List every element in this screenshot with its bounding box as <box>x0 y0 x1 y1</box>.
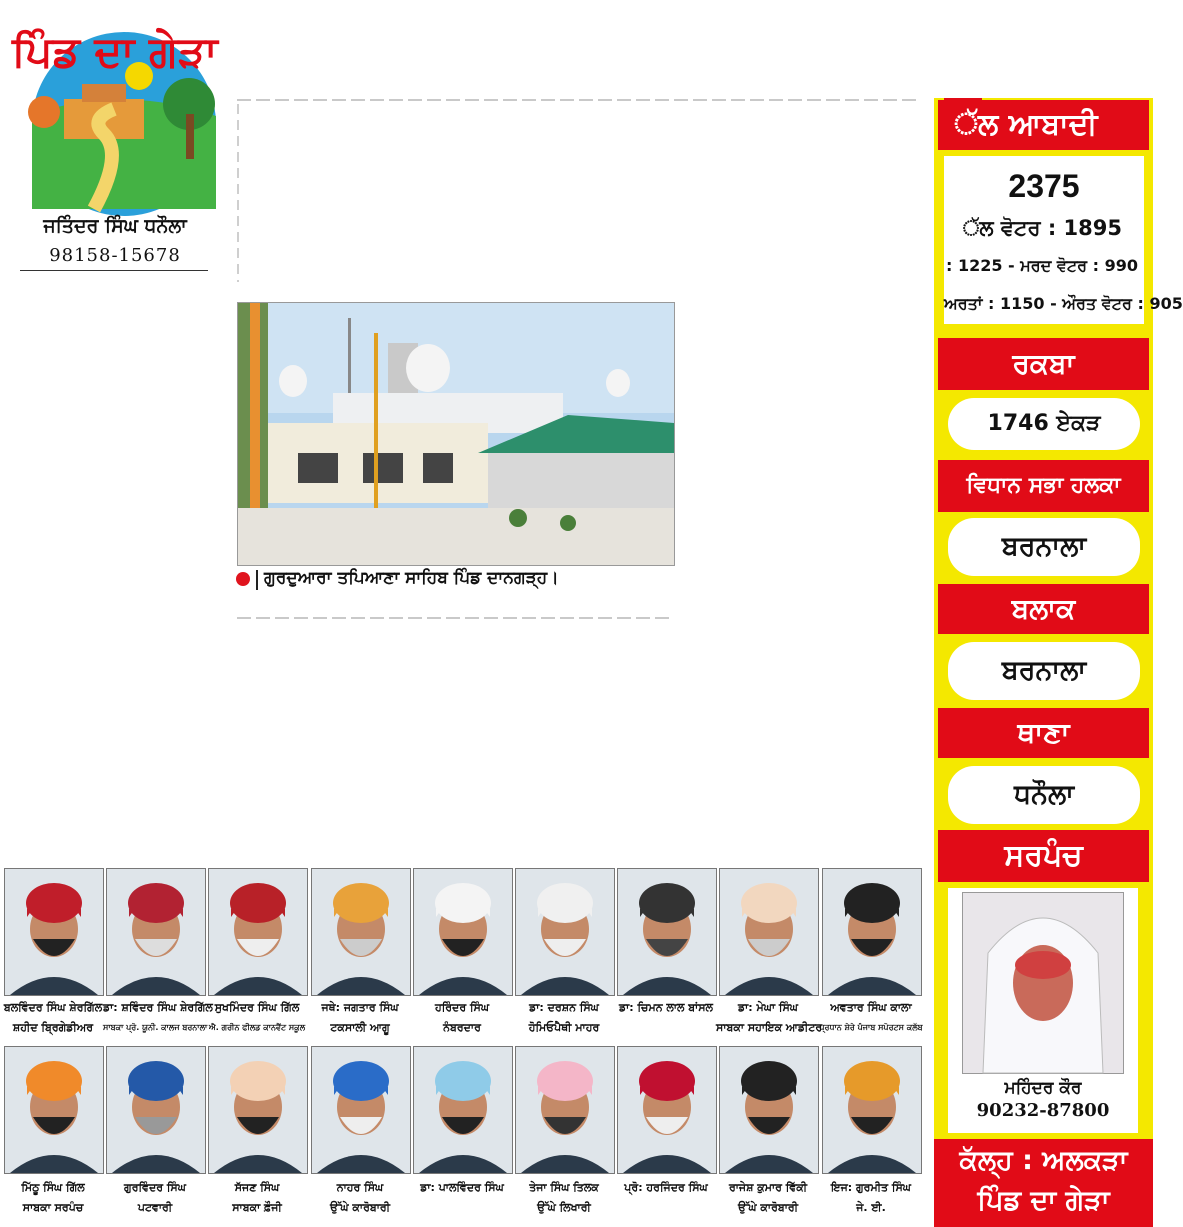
person-photo <box>106 868 206 996</box>
person-role: ਉੱਘੇ ਕਾਰੋਬਾਰੀ <box>329 1201 391 1214</box>
caption-bar <box>256 570 258 590</box>
person-name: ਡਾ: ਮੇਘਾ ਸਿੰਘ <box>738 1001 798 1014</box>
constituency-value: ਬਰਨਾਲਾ <box>948 518 1140 576</box>
person-role: ਹੋਮਿਓਪੈਥੀ ਮਾਹਰ <box>528 1021 600 1034</box>
divider <box>20 270 208 271</box>
caption-bullet <box>236 572 250 586</box>
person-photo <box>208 1046 308 1174</box>
person-photo <box>311 868 411 996</box>
constituency-heading: ਵਿਧਾਨ ਸਭਾ ਹਲਕਾ <box>938 460 1149 512</box>
population-heading: ੱਲ ਆਬਾਦੀ <box>938 100 1149 150</box>
population-total: 2375 <box>1008 168 1080 204</box>
area-value: 1746 ਏਕੜ <box>948 398 1140 450</box>
person-role: ਪਟਵਾਰੀ <box>137 1201 173 1214</box>
person-photo <box>4 868 104 996</box>
faint-text-line <box>237 617 673 619</box>
person-photo <box>822 1046 922 1174</box>
person-name: ਜਥੇ: ਜਗਤਾਰ ਸਿੰਘ <box>321 1001 399 1014</box>
person-photo <box>719 1046 819 1174</box>
person-role: ਸਾਬਕਾ ਸਰਪੰਚ <box>22 1201 84 1214</box>
police-heading: ਥਾਣਾ <box>938 708 1149 758</box>
block-value: ਬਰਨਾਲਾ <box>948 642 1140 700</box>
person-name: ਸੁਖਮਿੰਦਰ ਸਿੰਘ ਗਿੱਲ <box>214 1001 300 1014</box>
person-name: ਡਾ: ਸ਼ਵਿੰਦਰ ਸਿੰਘ ਸ਼ੇਰਗਿੱਲ <box>103 1001 213 1014</box>
sarpanch-photo <box>962 892 1124 1074</box>
photo-caption: ਗੁਰਦੁਆਰਾ ਤਪਿਆਣਾ ਸਾਹਿਬ ਪਿੰਡ ਦਾਨਗੜ੍ਹ। <box>264 568 559 588</box>
person-name: ਪ੍ਰੋ: ਹਰਜਿੰਦਰ ਸਿੰਘ <box>624 1181 708 1194</box>
female-voters: ਅਰਤਾਂ : 1150 - ਔਰਤ ਵੋਟਰ : 905 <box>944 294 1183 313</box>
person-role: ਐ. ਗਰੀਨ ਫੀਲਡ ਕਾਨਵੈਂਟ ਸਕੂਲ <box>208 1023 306 1032</box>
person-name: ਤੇਜਾ ਸਿੰਘ ਤਿਲਕ <box>529 1181 599 1194</box>
masthead-logo <box>4 4 232 209</box>
person-name: ਨਾਹਰ ਸਿੰਘ <box>336 1181 384 1194</box>
next-village-line2: ਪਿੰਡ ਦਾ ਗੇੜਾ <box>977 1185 1110 1216</box>
person-photo <box>4 1046 104 1174</box>
person-role: ਸਾਬਕਾ ਪ੍ਰੋ. ਯੂਨੀ. ਕਾਲਜ ਬਰਨਾਲਾ <box>103 1023 208 1032</box>
male-voters: : 1225 - ਮਰਦ ਵੋਟਰ : 990 <box>945 256 1138 275</box>
person-role: ਸ਼ਹੀਦ ਬ੍ਰਿਗੇਡੀਅਰ <box>12 1021 94 1034</box>
person-photo <box>617 868 717 996</box>
person-photo <box>106 1046 206 1174</box>
person-photo <box>208 868 308 996</box>
person-role: ਪ੍ਰਧਾਨ ਸ਼ੇਰੇ ਪੰਜਾਬ ਸਪੋਰਟਸ ਕਲੱਬ <box>819 1023 923 1032</box>
sarpanch-card <box>948 888 1138 1133</box>
faint-column-rule <box>237 104 239 282</box>
police-value: ਧਨੌਲਾ <box>948 766 1140 824</box>
person-photo <box>719 868 819 996</box>
person-role: ਸਾਬਕਾ ਸਹਾਇਕ ਆਡੀਟਰ <box>716 1021 823 1034</box>
person-photo <box>311 1046 411 1174</box>
reporter-name: ਜਤਿੰਦਰ ਸਿੰਘ ਧਨੌਲਾ <box>43 215 187 237</box>
block-heading: ਬਲਾਕ <box>938 584 1149 634</box>
village-facts-sidebar <box>934 98 1183 1227</box>
person-name: ਸੱਜਣ ਸਿੰਘ <box>234 1181 280 1194</box>
person-name: ਡਾ: ਚਿਮਨ ਲਾਲ ਬਾਂਸਲ <box>618 1001 713 1014</box>
person-name: ਡਾ: ਪਾਲਵਿੰਦਰ ਸਿੰਘ <box>420 1181 504 1194</box>
person-photo <box>515 868 615 996</box>
person-name: ਡਾ: ਦਰਸ਼ਨ ਸਿੰਘ <box>529 1001 599 1014</box>
faint-text-line <box>237 99 917 101</box>
person-photo <box>822 868 922 996</box>
person-name: ਹਰਿੰਦਰ ਸਿੰਘ <box>434 1001 490 1014</box>
person-photo <box>515 1046 615 1174</box>
sarpanch-phone: 90232-87800 <box>976 1100 1110 1121</box>
person-name: ਮਿੱਠੂ ਸਿੰਘ ਗਿੱਲ <box>21 1181 85 1194</box>
person-photo <box>413 1046 513 1174</box>
next-village-banner <box>934 1139 1153 1227</box>
person-role: ਨੰਬਰਦਾਰ <box>443 1021 481 1034</box>
person-photo <box>617 1046 717 1174</box>
person-role: ਉੱਘੇ ਲਿਖਾਰੀ <box>537 1201 591 1214</box>
total-voters: ੱਲ ਵੋਟਰ : 1895 <box>962 216 1122 240</box>
person-photo <box>413 868 513 996</box>
person-name: ਰਾਜੇਸ਼ ਕੁਮਾਰ ਵਿੱਕੀ <box>728 1181 808 1194</box>
population-box <box>944 156 1183 324</box>
sarpanch-heading: ਸਰਪੰਚ <box>938 830 1149 882</box>
person-name: ਅਵਤਾਰ ਸਿੰਘ ਕਾਲਾ <box>830 1001 912 1014</box>
person-role: ਸਾਬਕਾ ਫ਼ੌਜੀ <box>232 1201 282 1214</box>
person-role: ਜੇ. ਈ. <box>856 1201 886 1214</box>
person-name: ਇਜ: ਗੁਰਮੀਤ ਸਿੰਘ <box>831 1181 911 1194</box>
next-village-line1: ਕੱਲ੍ਹ : ਅਲਕੜਾ <box>959 1145 1128 1176</box>
logo-text: ਪਿੰਡ ਦਾ ਗੇੜਾ <box>12 27 218 76</box>
gurdwara-photo <box>237 302 675 566</box>
person-role: ਉੱਘੇ ਕਾਰੋਬਾਰੀ <box>737 1201 799 1214</box>
sarpanch-name: ਮਹਿੰਦਰ ਕੌਰ <box>1004 1078 1082 1098</box>
area-heading: ਰਕਬਾ <box>938 338 1149 390</box>
reporter-phone: 98158-15678 <box>49 245 181 266</box>
person-role: ਟਕਸਾਲੀ ਆਗੂ <box>330 1021 390 1034</box>
person-name: ਗੁਰਵਿੰਦਰ ਸਿੰਘ <box>124 1181 186 1194</box>
person-name: ਬਲਵਿੰਦਰ ਸਿੰਘ ਸ਼ੇਰਗਿੱਲ <box>3 1001 103 1014</box>
